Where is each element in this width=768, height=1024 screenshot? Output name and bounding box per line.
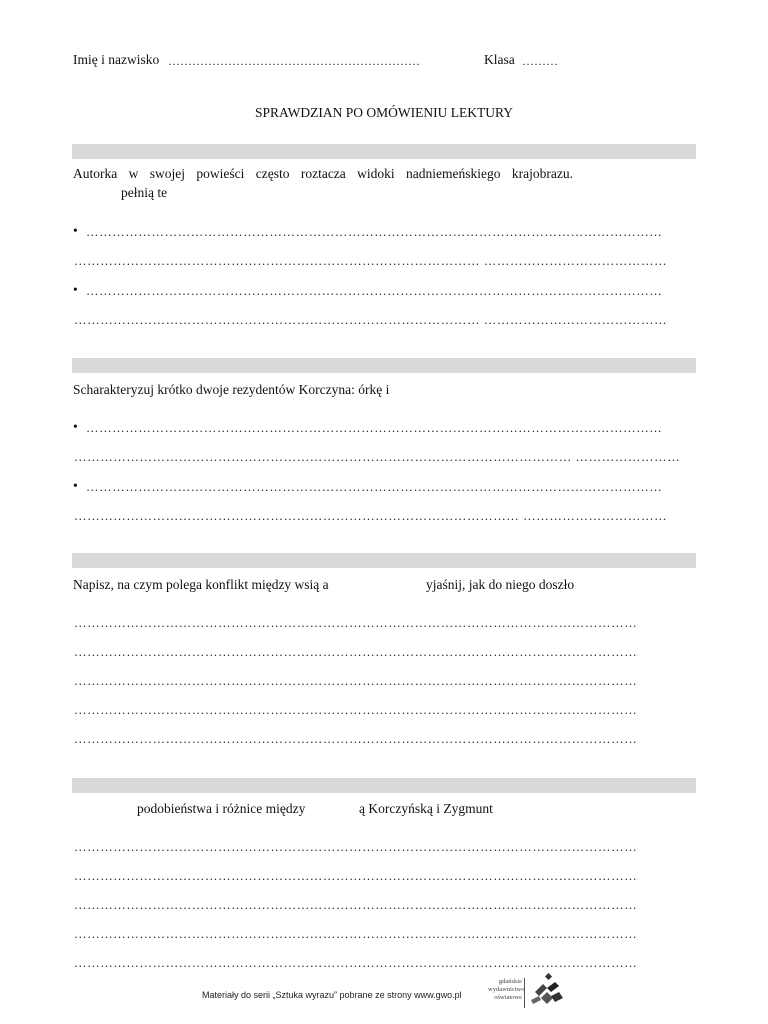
answer-line[interactable]: ………………………………………………………………………………… ……………………………………	[74, 313, 668, 327]
page-title: SPRAWDZIAN PO OMÓWIENIU LEKTURY	[254, 105, 514, 120]
publisher-logo-icon	[527, 970, 567, 1010]
logo-line: wydawnictwo	[488, 986, 525, 993]
answer-line[interactable]: …………………………………………………………………………………………………………………	[74, 616, 638, 630]
question-1: Autorka w swojej powieści często roztacza widoki nadniemeńskiego krajobrazu.	[73, 166, 573, 181]
publisher-logo-text	[488, 978, 525, 1002]
answer-line[interactable]: …………………………………………………………………………………………………………………	[74, 898, 638, 912]
question-2: Scharakteryzuj krótko dwoje rezydentów Korczyna: órkę i	[73, 382, 390, 397]
answer-line[interactable]: ………………………………………………………………………………………… ……………………………	[74, 509, 668, 523]
answer-line[interactable]: …………………………………………………………………………………………………… ……………………	[74, 450, 681, 464]
answer-line[interactable]: …………………………………………………………………………………………………………………	[74, 703, 638, 717]
section-divider	[72, 553, 696, 568]
logo-line: gdańskie	[498, 978, 522, 985]
question-3-continuation: yjaśnij, jak do niego doszło	[426, 577, 575, 592]
name-label: Imię i nazwisko	[73, 52, 160, 67]
question-4: podobieństwa i różnice między	[137, 801, 306, 816]
answer-line[interactable]: ……………………………………………………………………………………………………………………	[86, 284, 663, 298]
question-3: Napisz, na czym polega konflikt między wsią a	[73, 577, 329, 592]
answer-line[interactable]: ………………………………………………………………………………… ……………………………………	[74, 254, 668, 268]
answer-line[interactable]: …………………………………………………………………………………………………………………	[74, 927, 638, 941]
answer-line[interactable]: ……………………………………………………………………………………………………………………	[86, 225, 663, 239]
bullet: •	[73, 282, 78, 297]
section-divider	[72, 778, 696, 793]
answer-line[interactable]: …………………………………………………………………………………………………………………	[74, 732, 638, 746]
logo-line: oświatowe	[494, 994, 522, 1001]
answer-line[interactable]: ……………………………………………………………………………………………………………………	[86, 480, 663, 494]
footer-text: Materiały do serii „Sztuka wyrazu” pobrane ze strony www.gwo.pl	[202, 990, 462, 1000]
bullet: •	[73, 478, 78, 493]
section-divider	[72, 358, 696, 373]
logo-divider	[524, 978, 525, 1008]
class-label: Klasa	[484, 52, 515, 67]
answer-line[interactable]: …………………………………………………………………………………………………………………	[74, 674, 638, 688]
answer-line[interactable]: …………………………………………………………………………………………………………………	[74, 840, 638, 854]
class-field[interactable]: ………	[522, 54, 558, 68]
answer-line[interactable]: …………………………………………………………………………………………………………………	[74, 869, 638, 883]
answer-line[interactable]: ……………………………………………………………………………………………………………………	[86, 421, 663, 435]
question-1-continuation: pełnią te	[121, 185, 168, 200]
section-divider	[72, 144, 696, 159]
bullet: •	[73, 223, 78, 238]
question-4-continuation: ą Korczyńską i Zygmunt	[359, 801, 493, 816]
answer-line[interactable]: …………………………………………………………………………………………………………………	[74, 956, 638, 970]
answer-line[interactable]: …………………………………………………………………………………………………………………	[74, 645, 638, 659]
name-field[interactable]: ………………………………………………………	[168, 54, 420, 68]
bullet: •	[73, 419, 78, 434]
